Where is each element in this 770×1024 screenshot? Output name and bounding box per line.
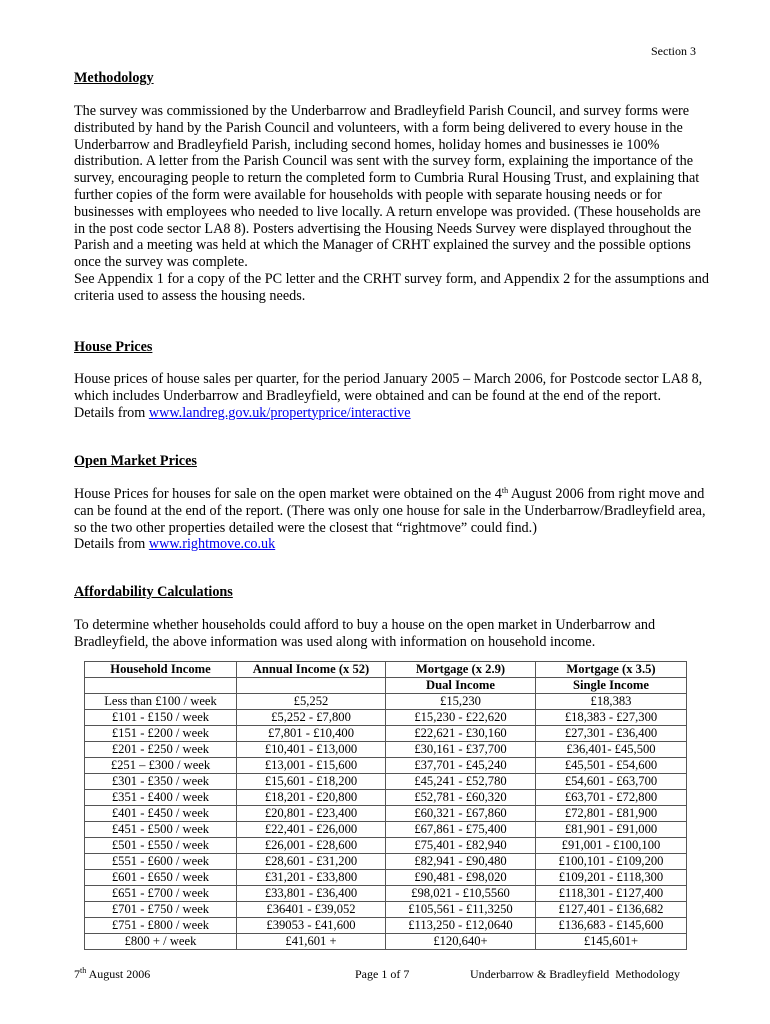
open-market-paragraph [74, 486, 714, 536]
table-row [85, 822, 687, 838]
house-prices-heading: House Prices [74, 339, 153, 355]
footer-date-day: 7 [74, 967, 80, 981]
open-market-body [74, 486, 714, 553]
table-cell: £127,401 - £136,682 [536, 902, 687, 918]
column-subheader [85, 678, 237, 694]
table-cell: £28,601 - £31,200 [237, 854, 386, 870]
table-cell: £33,801 - £36,400 [237, 886, 386, 902]
table-cell: £37,701 - £45,240 [386, 758, 536, 774]
table-cell: £41,601 + [237, 934, 386, 950]
table-cell: £15,601 - £18,200 [237, 774, 386, 790]
table-row [85, 726, 687, 742]
table-row [85, 870, 687, 886]
table-cell: £18,383 - £27,300 [536, 710, 687, 726]
table-cell: £101 - £150 / week [85, 710, 237, 726]
table-cell: £301 - £350 / week [85, 774, 237, 790]
house-prices-details [74, 405, 714, 422]
table-cell: £13,001 - £15,600 [237, 758, 386, 774]
table-cell: £90,481 - £98,020 [386, 870, 536, 886]
table-cell: £27,301 - £36,400 [536, 726, 687, 742]
footer-doc-title: Underbarrow & Bradleyfield Methodology [470, 967, 680, 981]
footer-page-number: Page 1 of 7 [355, 967, 410, 981]
table-cell: £5,252 - £7,800 [237, 710, 386, 726]
open-market-details [74, 536, 714, 553]
methodology-heading: Methodology [74, 70, 154, 86]
table-cell: £120,640+ [386, 934, 536, 950]
table-cell: £45,501 - £54,600 [536, 758, 687, 774]
table-cell: £18,201 - £20,800 [237, 790, 386, 806]
table-cell: £31,201 - £33,800 [237, 870, 386, 886]
table-subheader-row [85, 678, 687, 694]
column-header: Household Income [85, 662, 237, 678]
table-cell: £751 - £800 / week [85, 918, 237, 934]
table-cell: £91,001 - £100,100 [536, 838, 687, 854]
table-cell: £118,301 - £127,400 [536, 886, 687, 902]
table-cell: £401 - £450 / week [85, 806, 237, 822]
table-cell: £800 + / week [85, 934, 237, 950]
details-prefix: Details from [74, 404, 149, 421]
affordability-table [84, 661, 687, 950]
table-row [85, 694, 687, 710]
landreg-link[interactable]: www.landreg.gov.uk/propertyprice/interactive [148, 404, 411, 421]
table-cell: £98,021 - £10,5560 [386, 886, 536, 902]
table-cell: £22,621 - £30,160 [386, 726, 536, 742]
table-cell: £54,601 - £63,700 [536, 774, 687, 790]
table-cell: £75,401 - £82,940 [386, 838, 536, 854]
table-cell: £72,801 - £81,900 [536, 806, 687, 822]
table-cell: £81,901 - £91,000 [536, 822, 687, 838]
table-row [85, 710, 687, 726]
footer-date [74, 967, 150, 982]
table-cell: £145,601+ [536, 934, 687, 950]
column-subheader: Single Income [536, 678, 687, 694]
table-cell: £7,801 - £10,400 [237, 726, 386, 742]
house-prices-paragraph: House prices of house sales per quarter, for the period January 2005 – March 2006, for Postcode sector LA8 8, which includes Underbarrow and Bradleyfield, were obtained and can be found at the end of the report. [74, 371, 703, 404]
table-cell: £100,101 - £109,200 [536, 854, 687, 870]
table-cell: £36401 - £39,052 [237, 902, 386, 918]
footer-date-rest: August 2006 [86, 967, 151, 981]
table-row [85, 806, 687, 822]
column-header: Mortgage (x 2.9) [386, 662, 536, 678]
table-row [85, 758, 687, 774]
table-cell: £109,201 - £118,300 [536, 870, 687, 886]
table-cell: £30,161 - £37,700 [386, 742, 536, 758]
table-cell: £251 – £300 / week [85, 758, 237, 774]
table-row [85, 790, 687, 806]
affordability-heading: Affordability Calculations [74, 584, 233, 600]
open-market-text-1: House Prices for houses for sale on the open market were obtained on the 4 [74, 486, 502, 502]
table-cell: £701 - £750 / week [85, 902, 237, 918]
table-row [85, 886, 687, 902]
section-label: Section 3 [651, 44, 696, 58]
table-cell: £60,321 - £67,860 [386, 806, 536, 822]
table-cell: £36,401- £45,500 [536, 742, 687, 758]
appendix-note: See Appendix 1 for a copy of the PC letter and the CRHT survey form, and Appendix 2 for the assumptions and criteria used to assess the housing needs. [74, 270, 709, 304]
table-cell: £63,701 - £72,800 [536, 790, 687, 806]
table-cell: £551 - £600 / week [85, 854, 237, 870]
ordinal-suffix: th [501, 486, 509, 495]
table-cell: £136,683 - £145,600 [536, 918, 687, 934]
table-cell: £451 - £500 / week [85, 822, 237, 838]
table-row [85, 934, 687, 950]
table-cell: £15,230 - £22,620 [386, 710, 536, 726]
table-cell: £18,383 [536, 694, 687, 710]
house-prices-body [74, 371, 714, 421]
table-header-row [85, 662, 687, 678]
table-cell: £39053 - £41,600 [237, 918, 386, 934]
table-row [85, 854, 687, 870]
table-cell: £351 - £400 / week [85, 790, 237, 806]
column-header: Annual Income (x 52) [237, 662, 386, 678]
table-cell: £601 - £650 / week [85, 870, 237, 886]
methodology-paragraph: The survey was commissioned by the Underbarrow and Bradleyfield Parish Council, and survey forms were distributed by hand by the Parish Council and volunteers, with a form being delivered to every house in the Underbarrow and Bradleyfield Parish, including second homes, holiday homes and businesses ie 100% distribution. A letter from the Parish Council was sent with the survey form, explaining the importance of the survey, encouraging people to return the completed form to Cumbria Rural Housing Trust, and explaining that further copies of the form were available for households with people with separate housing needs or for businesses with employees who needed to live locally. A return envelope was provided. (These households are in the post code sector LA8 8). Posters advertising the Housing Needs Survey were displayed throughout the Parish and a meeting was held at which the Manager of CRHT explained the survey and the possible options once the survey was complete. [74, 103, 701, 271]
table-cell: £20,801 - £23,400 [237, 806, 386, 822]
table-cell: £5,252 [237, 694, 386, 710]
table-cell: £45,241 - £52,780 [386, 774, 536, 790]
table-cell: £22,401 - £26,000 [237, 822, 386, 838]
affordability-paragraph: To determine whether households could afford to buy a house on the open market in Underbarrow and Bradleyfield, the above information was used along with information on household income. [74, 617, 656, 650]
table-cell: £82,941 - £90,480 [386, 854, 536, 870]
table-cell: £651 - £700 / week [85, 886, 237, 902]
footer-date-suffix: th [80, 966, 87, 975]
table-row [85, 902, 687, 918]
open-market-heading: Open Market Prices [74, 453, 197, 469]
affordability-body [74, 617, 714, 651]
table-cell: £67,861 - £75,400 [386, 822, 536, 838]
column-subheader: Dual Income [386, 678, 536, 694]
table-row [85, 838, 687, 854]
column-header: Mortgage (x 3.5) [536, 662, 687, 678]
table-cell: £52,781 - £60,320 [386, 790, 536, 806]
details-prefix: Details from [74, 536, 149, 553]
table-cell: £501 - £550 / week [85, 838, 237, 854]
methodology-body [74, 103, 714, 305]
table-cell: Less than £100 / week [85, 694, 237, 710]
rightmove-link[interactable]: www.rightmove.co.uk [148, 536, 276, 553]
table-body [85, 694, 687, 950]
table-row [85, 742, 687, 758]
table-cell: £113,250 - £12,0640 [386, 918, 536, 934]
table-cell: £10,401 - £13,000 [237, 742, 386, 758]
table-cell: £105,561 - £11,3250 [386, 902, 536, 918]
table-cell: £151 - £200 / week [85, 726, 237, 742]
table-cell: £26,001 - £28,600 [237, 838, 386, 854]
table-cell: £201 - £250 / week [85, 742, 237, 758]
open-market-text-2: August 2006 from right move and can be found at the end of the report. (There was only one house for sale in the Underbarrow/Bradleyfield area, so the two other properties detailed were the closest that “rightmove” could find.) [74, 486, 706, 536]
table-row [85, 918, 687, 934]
table-cell: £15,230 [386, 694, 536, 710]
table-row [85, 774, 687, 790]
column-subheader [237, 678, 386, 694]
